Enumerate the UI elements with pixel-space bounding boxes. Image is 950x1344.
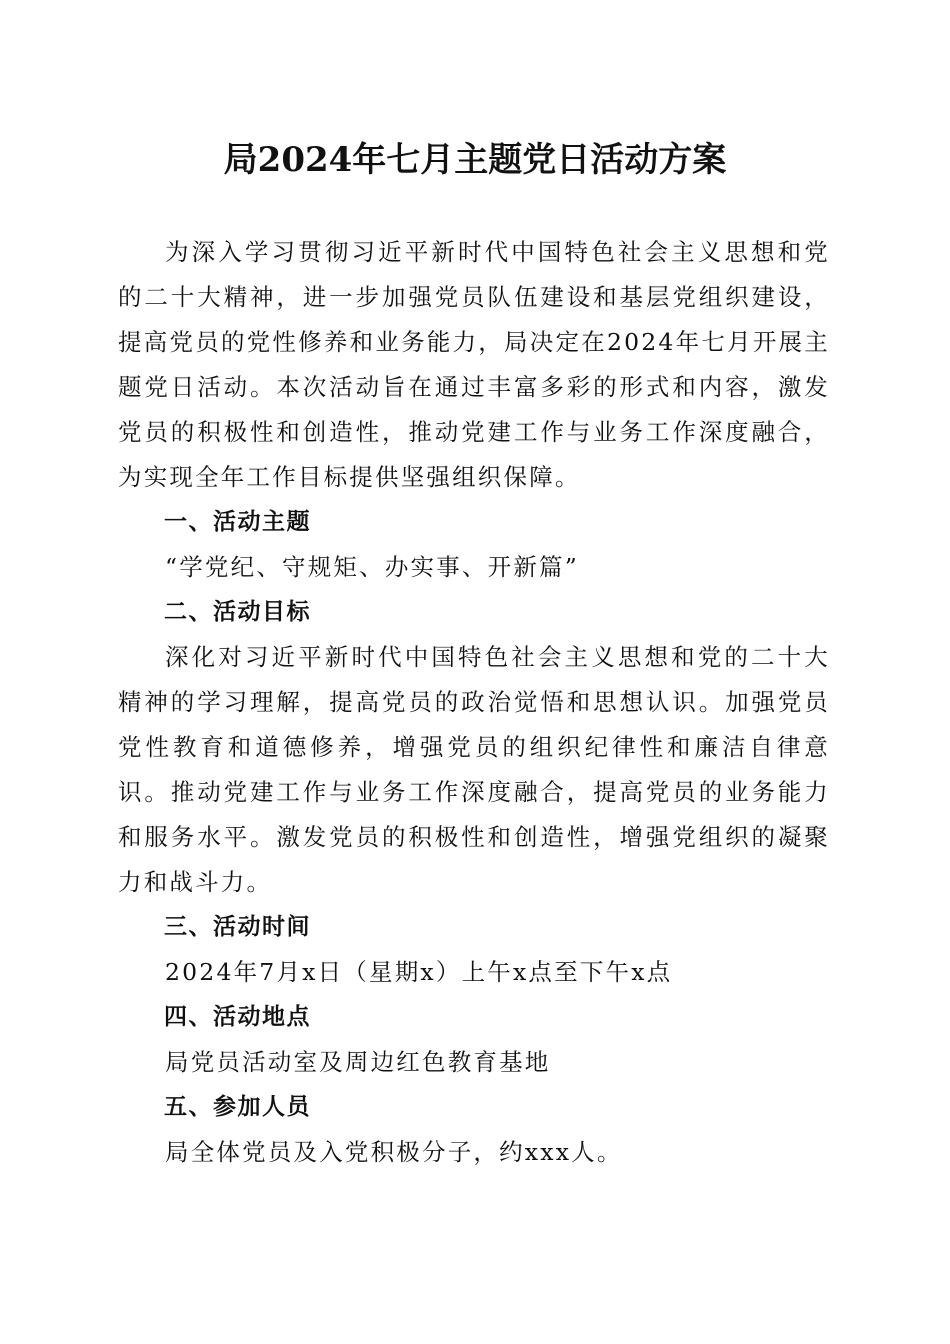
section-content-theme: “学党纪、守规矩、办实事、开新篇” — [165, 553, 579, 581]
section-heading-goals: 二、活动目标 — [164, 599, 311, 625]
section-heading-time: 三、活动时间 — [164, 914, 311, 940]
section-heading-location: 四、活动地点 — [164, 1004, 311, 1030]
section-content-participants: 局全体党员及入党积极分子，约xxx人。 — [165, 1138, 623, 1166]
section-content-goals: 深化对习近平新时代中国特色社会主义思想和党的二十大精神的学习理解，提高党员的政治觉悟和思想认识。加强党员党性教育和道德修养，增强党员的组织纪律性和廉洁自律意识。推动党建工作与业务工作深度融合，提高党员的业务能力和服务水平。激发党员的积极性和创造性，增强党组织的凝聚力和战斗力。 — [118, 643, 830, 896]
intro-paragraph: 为深入学习贯彻习近平新时代中国特色社会主义思想和党的二十大精神，进一步加强党员队伍建设和基层党组织建设，提高党员的党性修养和业务能力，局决定在2024年七月开展主题党日活动。本次活动旨在通过丰富多彩的形式和内容，激发党员的积极性和创造性，推动党建工作与业务工作深度融合，为实现全年工作目标提供坚强组织保障。 — [118, 238, 830, 491]
document-title: 局2024年七月主题党日活动方案 — [223, 140, 727, 180]
section-heading-theme: 一、活动主题 — [164, 509, 311, 535]
section-content-location: 局党员活动室及周边红色教育基地 — [165, 1048, 551, 1076]
section-content-time: 2024年7月x日（星期x）上午x点至下午x点 — [165, 958, 673, 986]
section-heading-participants: 五、参加人员 — [164, 1094, 311, 1120]
document-body — [118, 230, 830, 1175]
